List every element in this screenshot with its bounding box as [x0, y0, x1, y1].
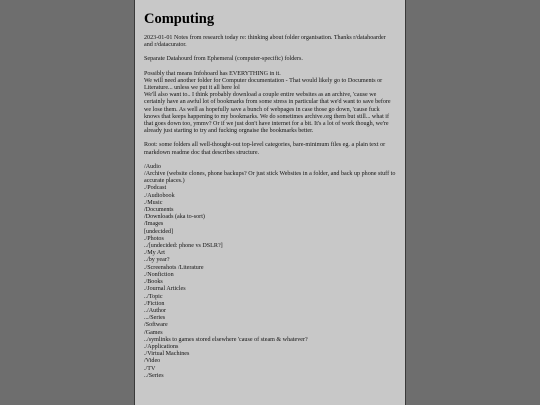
tree-line: /Software: [144, 322, 168, 329]
tree-line: .../Series: [144, 315, 166, 322]
document-content: [135, 0, 405, 380]
tree-line: [undecided]: [144, 228, 174, 235]
possibly-line: Possibly that means Infohoard has EVERYTHING in it.: [144, 70, 281, 77]
tree-line: ../symlinks to games stored elsewhere 'cause of steam & whatever?: [144, 336, 308, 343]
possibly-paragraph: [144, 71, 396, 136]
tree-line: ../[undecided: phone vs DSLR?]: [144, 243, 223, 250]
intro-paragraph: 2023-01-01 Notes from research today re: thinking about folder organisation. Thanks r/datahoarder and r/datacurator.: [144, 35, 386, 49]
tree-line: ./Audiobook: [144, 192, 175, 199]
root-paragraph: Root: some folders all well-thought-out top-level categories, bare-minimum files eg. a plain text or markdown readme doc that describes structure.: [144, 142, 386, 156]
tree-line: ./Podcast: [144, 185, 167, 192]
tree-line: ../Topic: [144, 293, 163, 300]
page-title: Computing: [144, 11, 215, 27]
tree-line: /Games: [144, 329, 163, 336]
tree-line: /Downloads (aka to-sort): [144, 214, 205, 221]
tree-line: ./Photos: [144, 235, 164, 242]
tree-line: /Audio: [144, 163, 161, 170]
tree-line: /Images: [144, 221, 164, 228]
tree-line: ./Music: [144, 199, 163, 206]
tree-line: /Archive (website clones, phone backups? Or just stick Websites in a folder, and back up phone stuff to accurate places.): [144, 171, 396, 185]
tree-line: ./My Art: [144, 250, 165, 257]
possibly-line: We'll also want to.. I think probably download a couple entire websites as an archive, 'cause we certainly have an awful lot of bookmarks from some stress in particular that we'd want to save before we lose them. As well as hopefully save a bunch of webpages in case those go down, 'cause fuck knows that keeps happening to my bookmarks. We do sometimes archive.org them but still... what if that goes down too, ymmv? Or if we just don't have internet for a bit. It's a lot of work though, we're already just starting to try and fucking orgnaise the bookmarks better.: [144, 92, 391, 135]
tree-line: ../by year?: [144, 257, 170, 264]
tree-line: ./Nonfiction: [144, 271, 174, 278]
tree-line: ./Virtual Machines: [144, 351, 190, 358]
folder-tree: [144, 164, 396, 380]
tree-line: ./Fiction: [144, 300, 165, 307]
tree-line: ../Author: [144, 307, 167, 314]
tree-line: /Video: [144, 358, 161, 365]
tree-line: ./TV: [144, 365, 156, 372]
separate-paragraph: Separate Datahourd from Ephemeral (computer-specific) folders.: [144, 56, 303, 63]
tree-line: ./Applications: [144, 343, 179, 350]
possibly-line: We will need another folder for Computer documentation - That would likely go to Documents or Literature... unless we put it all here lol: [144, 77, 383, 92]
tree-line: ./Screenshots /Literature: [144, 264, 204, 271]
document-page: [134, 0, 406, 405]
tree-line: ./Books: [144, 279, 163, 286]
tree-line: ./Journal Articles: [144, 286, 186, 293]
tree-line: ../Series: [144, 372, 164, 379]
tree-line: /Documents: [144, 207, 174, 214]
